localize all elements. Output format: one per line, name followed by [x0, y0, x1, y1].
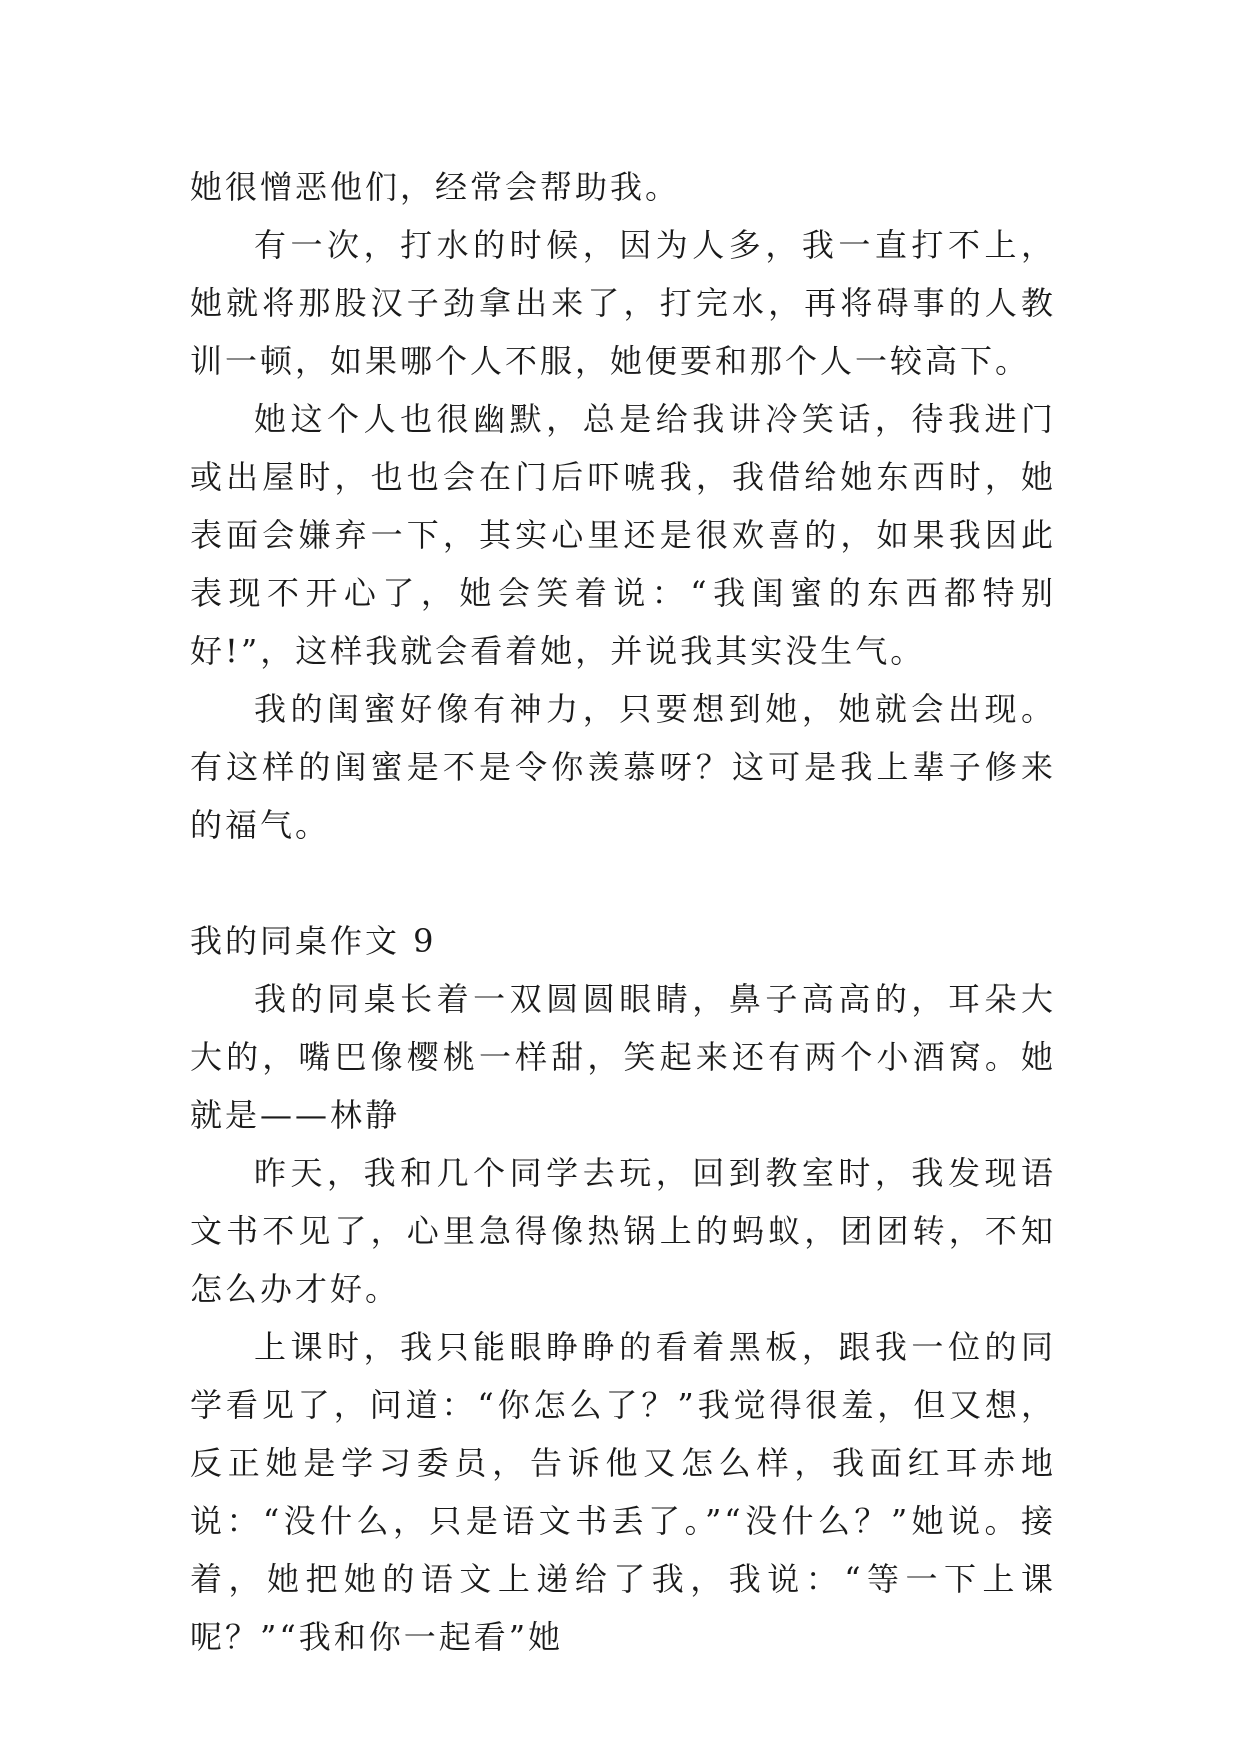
paragraph-5: 我的同桌长着一双圆圆眼睛，鼻子高高的，耳朵大大的，嘴巴像樱桃一样甜，笑起来还有两个小酒窝。她就是——林静	[190, 980, 1056, 1134]
paragraph-7: 上课时，我只能眼睁睁的看着黑板，跟我一位的同学看见了，问道：“你怎么了？”我觉得很羞，但又想，反正她是学习委员，告诉他又怎么样，我面红耳赤地说：“没什么，只是语文书丢了。”“没什么？”她说。接着，她把她的语文上递给了我，我说：“等一下上课呢？”“我和你一起看”她	[190, 1328, 1056, 1656]
paragraph-6: 昨天，我和几个同学去玩，回到教室时，我发现语文书不见了，心里急得像热锅上的蚂蚁，团团转，不知怎么办才好。	[190, 1154, 1056, 1308]
paragraph-3: 她这个人也很幽默，总是给我讲冷笑话，待我进门或出屋时，也也会在门后吓唬我，我借给她东西时，她表面会嫌弃一下，其实心里还是很欢喜的，如果我因此表现不开心了，她会笑着说：“我闺蜜的东西都特别好!”，这样我就会看着她，并说我其实没生气。	[190, 400, 1056, 670]
paragraph-2: 有一次，打水的时候，因为人多，我一直打不上，她就将那股汉子劲拿出来了，打完水，再将碍事的人教训一顿，如果哪个人不服，她便要和那个人一较高下。	[190, 226, 1056, 380]
document-page	[190, 158, 1056, 1666]
paragraph-4: 我的闺蜜好像有神力，只要想到她，她就会出现。有这样的闺蜜是不是令你羡慕呀？这可是我上辈子修来的福气。	[190, 690, 1056, 844]
paragraph-1: 她很憎恶他们，经常会帮助我。	[190, 168, 681, 206]
section-title: 我的同桌作文 9	[190, 922, 437, 960]
